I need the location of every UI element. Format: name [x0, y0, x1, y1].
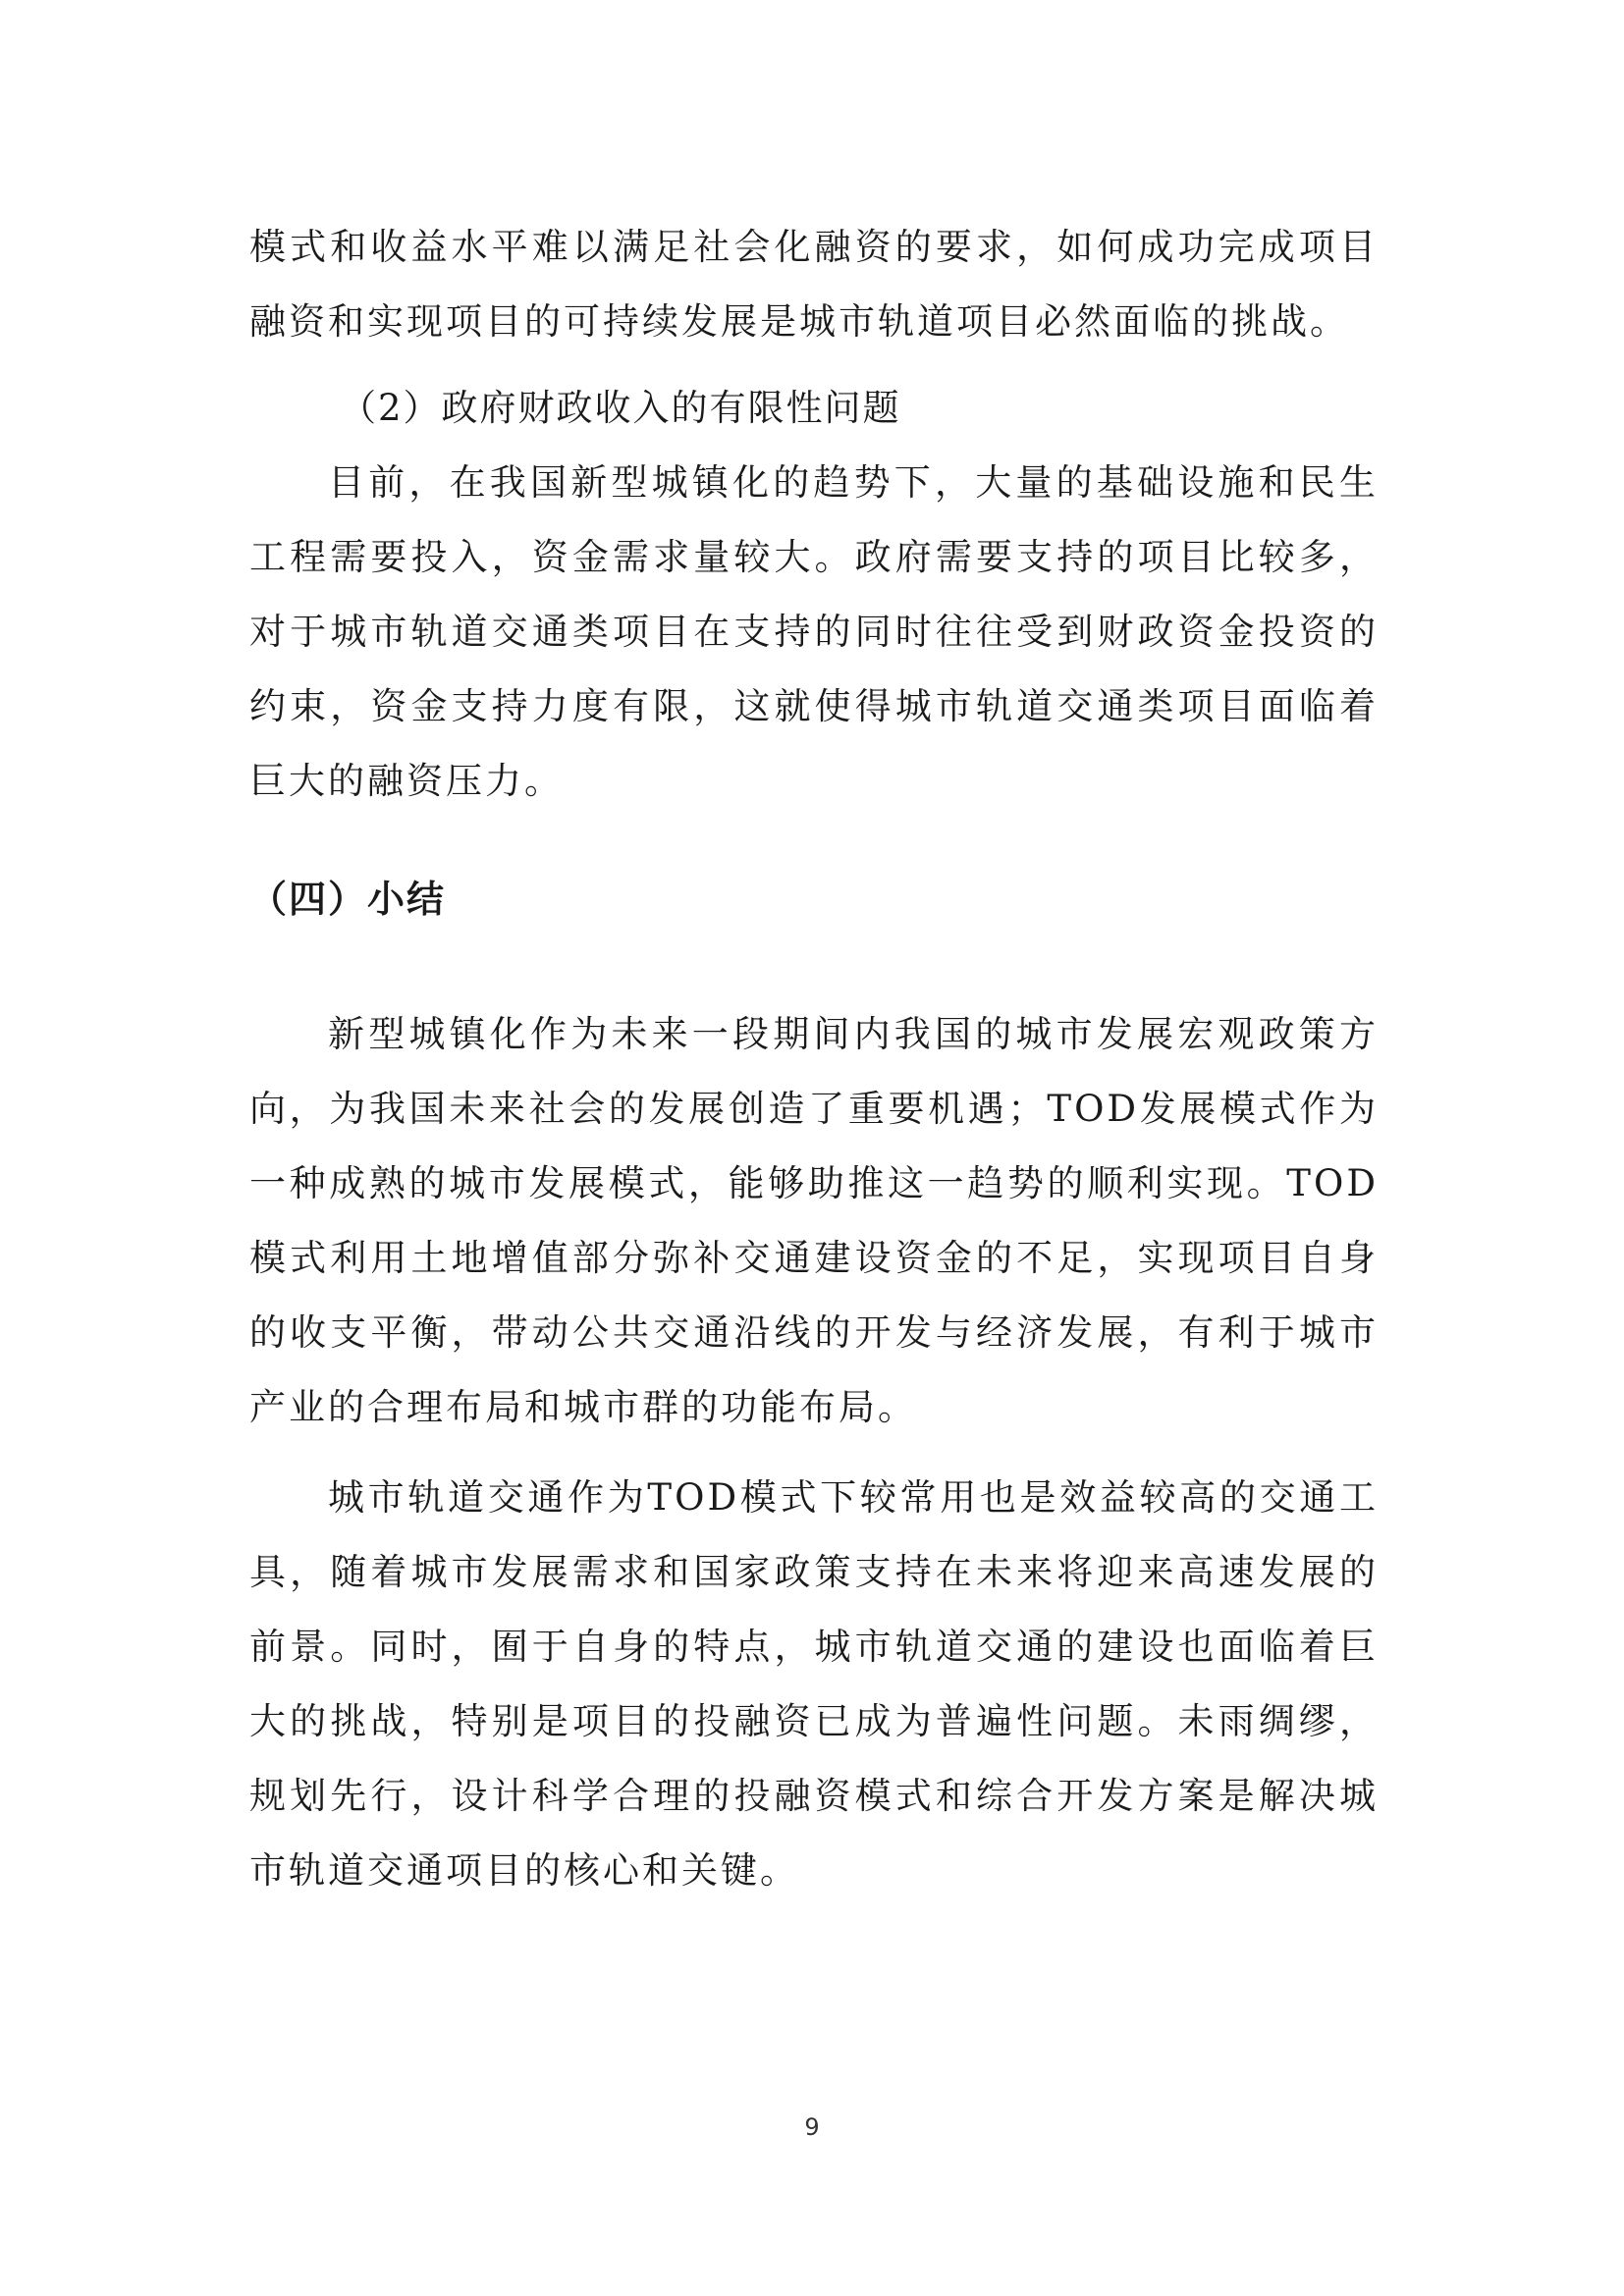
- subsection-paragraph: 目前，在我国新型城镇化的趋势下，大量的基础设施和民生工程需要投入，资金需求量较大。政府需要支持的项目比较多，对于城市轨道交通类项目在支持的同时往往受到财政资金投资的约束，资金支持力度有限，这就使得城市轨道交通类项目面临着巨大的融资压力。: [249, 461, 1379, 802]
- continuation-paragraph: 模式和收益水平难以满足社会化融资的要求，如何成功完成项目融资和实现项目的可持续发展是城市轨道项目必然面临的挑战。: [249, 226, 1379, 343]
- spacer: [249, 1445, 1379, 1461]
- page-number: 9: [804, 2113, 820, 2141]
- summary-paragraph-2: 城市轨道交通作为TOD模式下较常用也是效益较高的交通工具，随着城市发展需求和国家政策支持在未来将迎来高速发展的前景。同时，囿于自身的特点，城市轨道交通的建设也面临着巨大的挑战，特别是项目的投融资已成为普遍性问题。未雨绸缪，规划先行，设计科学合理的投融资模式和综合开发方案是解决城市轨道交通项目的核心和关键。: [249, 1476, 1379, 1892]
- page-content: [249, 210, 1379, 1908]
- summary-paragraph-1: 新型城镇化作为未来一段期间内我国的城市发展宏观政策方向，为我国未来社会的发展创造了重要机遇；TOD发展模式作为一种成熟的城市发展模式，能够助推这一趋势的顺利实现。TOD模式利用土地增值部分弥补交通建设资金的不足，实现项目自身的收支平衡，带动公共交通沿线的开发与经济发展，有利于城市产业的合理布局和城市群的功能布局。: [249, 1013, 1379, 1428]
- subsection-title: （2）政府财政收入的有限性问题: [340, 387, 901, 429]
- spacer: [249, 936, 1379, 997]
- section-heading: （四）小结: [249, 878, 447, 921]
- spacer: [249, 819, 1379, 862]
